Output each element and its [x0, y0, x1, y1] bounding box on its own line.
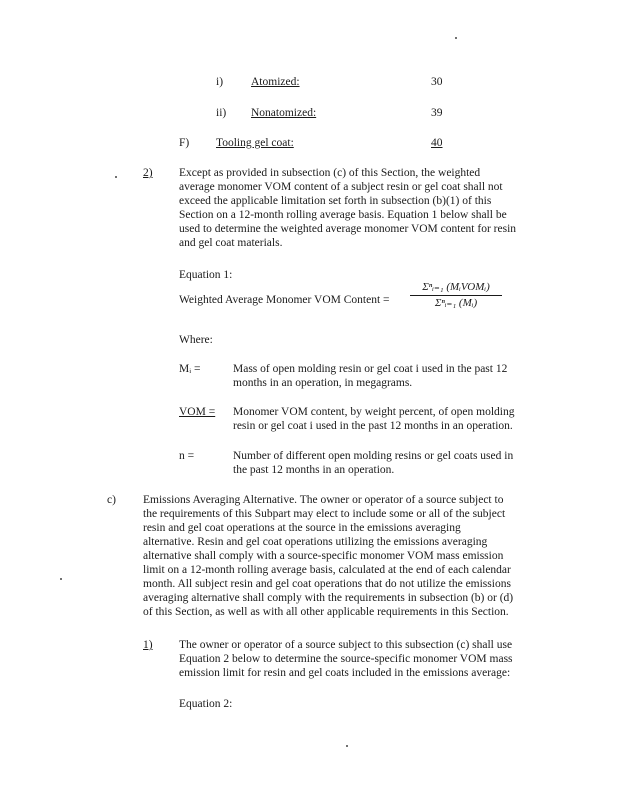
paragraph-line: exceed the applicable limitation set forth in subsection (b)(1) of this	[179, 195, 492, 207]
list-item-i-label: Atomized:	[251, 76, 300, 88]
definition-term-n: n =	[179, 450, 195, 462]
definition-line: Mass of open molding resin or gel coat i used in the past 12	[233, 363, 508, 375]
scan-speck	[115, 176, 117, 178]
scan-speck	[455, 37, 457, 39]
list-item-F-label: Tooling gel coat:	[216, 137, 294, 149]
definition-line: Monomer VOM content, by weight percent, of open molding	[233, 406, 515, 418]
section-c-number: c)	[107, 494, 116, 506]
paragraph-line: used to determine the weighted average monomer VOM content for resin	[179, 223, 517, 235]
equation-1-fraction	[410, 281, 502, 310]
paragraph-line: month. All subject resin and gel coat operations that do not utilize the emissions	[143, 578, 511, 590]
paragraph-line: Emissions Averaging Alternative. The owner or operator of a source subject to	[143, 494, 504, 506]
item-1-number: 1)	[143, 639, 153, 651]
paragraph-line: limit on a 12-month rolling average basis, calculated at the end of each calendar	[143, 564, 511, 576]
list-item-i-value: 30	[431, 76, 443, 88]
paragraph-line: and gel coat materials.	[179, 237, 283, 249]
definition-line: months in an operation, in megagrams.	[233, 377, 413, 389]
list-item-i-number: i)	[216, 76, 224, 88]
list-item-ii-number: ii)	[216, 107, 227, 119]
paragraph-line: the requirements of this Subpart may elect to include some or all of the subject	[143, 508, 506, 520]
paragraph-line: alternative shall comply with a source-specific monomer VOM mass emission	[143, 550, 504, 562]
list-item-F-number: F)	[179, 137, 190, 149]
scan-speck	[60, 578, 62, 580]
paragraph-line: resin and gel coat operations at the source in the emissions averaging	[143, 522, 461, 534]
definition-line: Number of different open molding resins or gel coats used in	[233, 450, 514, 462]
definition-term-m: Mᵢ =	[179, 363, 201, 375]
equation-1-denominator: Σⁿᵢ₌₁ (Mᵢ)	[434, 297, 478, 309]
item-2-paragraph	[179, 166, 539, 250]
equation-1-numerator: Σⁿᵢ₌₁ (MᵢVOMᵢ)	[422, 281, 490, 293]
equation-1-lhs: Weighted Average Monomer VOM Content =	[179, 294, 390, 306]
list-item-ii-label: Nonatomized:	[251, 107, 317, 119]
fraction-bar	[410, 295, 502, 296]
section-c-paragraph	[143, 493, 543, 619]
definition-text-n	[233, 449, 543, 477]
paragraph-line: Equation 2 below to determine the source-specific monomer VOM mass	[179, 653, 513, 665]
definition-text-vom	[233, 405, 543, 433]
paragraph-line: alternative. Resin and gel coat operations utilizing the emissions averaging	[143, 536, 488, 548]
item-1-paragraph	[179, 638, 539, 680]
equation-2-heading: Equation 2:	[179, 698, 233, 710]
paragraph-line: of this Section, as well as with all other applicable requirements in this Section.	[143, 606, 509, 618]
list-item-ii-value: 39	[431, 107, 443, 119]
definition-line: resin or gel coat i used in the past 12 months in an operation.	[233, 420, 513, 432]
paragraph-line: emission limit for resin and gel coats included in the emissions average:	[179, 667, 511, 679]
list-item-F-value: 40	[431, 137, 443, 149]
paragraph-line: averaging alternative shall comply with the requirements in subsection (b) or (d)	[143, 592, 514, 604]
definition-line: the past 12 months in an operation.	[233, 464, 395, 476]
item-2-number: 2)	[143, 167, 153, 179]
scan-speck	[346, 745, 348, 747]
paragraph-line: Except as provided in subsection (c) of this Section, the weighted	[179, 167, 481, 179]
paragraph-line: Section on a 12-month rolling average basis. Equation 1 below shall be	[179, 209, 507, 221]
paragraph-line: average monomer VOM content of a subject resin or gel coat shall not	[179, 181, 503, 193]
paragraph-line: The owner or operator of a source subject to this subsection (c) shall use	[179, 639, 513, 651]
definition-term-vom: VOM =	[179, 406, 216, 418]
where-label: Where:	[179, 334, 213, 346]
equation-1-heading: Equation 1:	[179, 269, 233, 281]
definition-text-m	[233, 362, 543, 390]
